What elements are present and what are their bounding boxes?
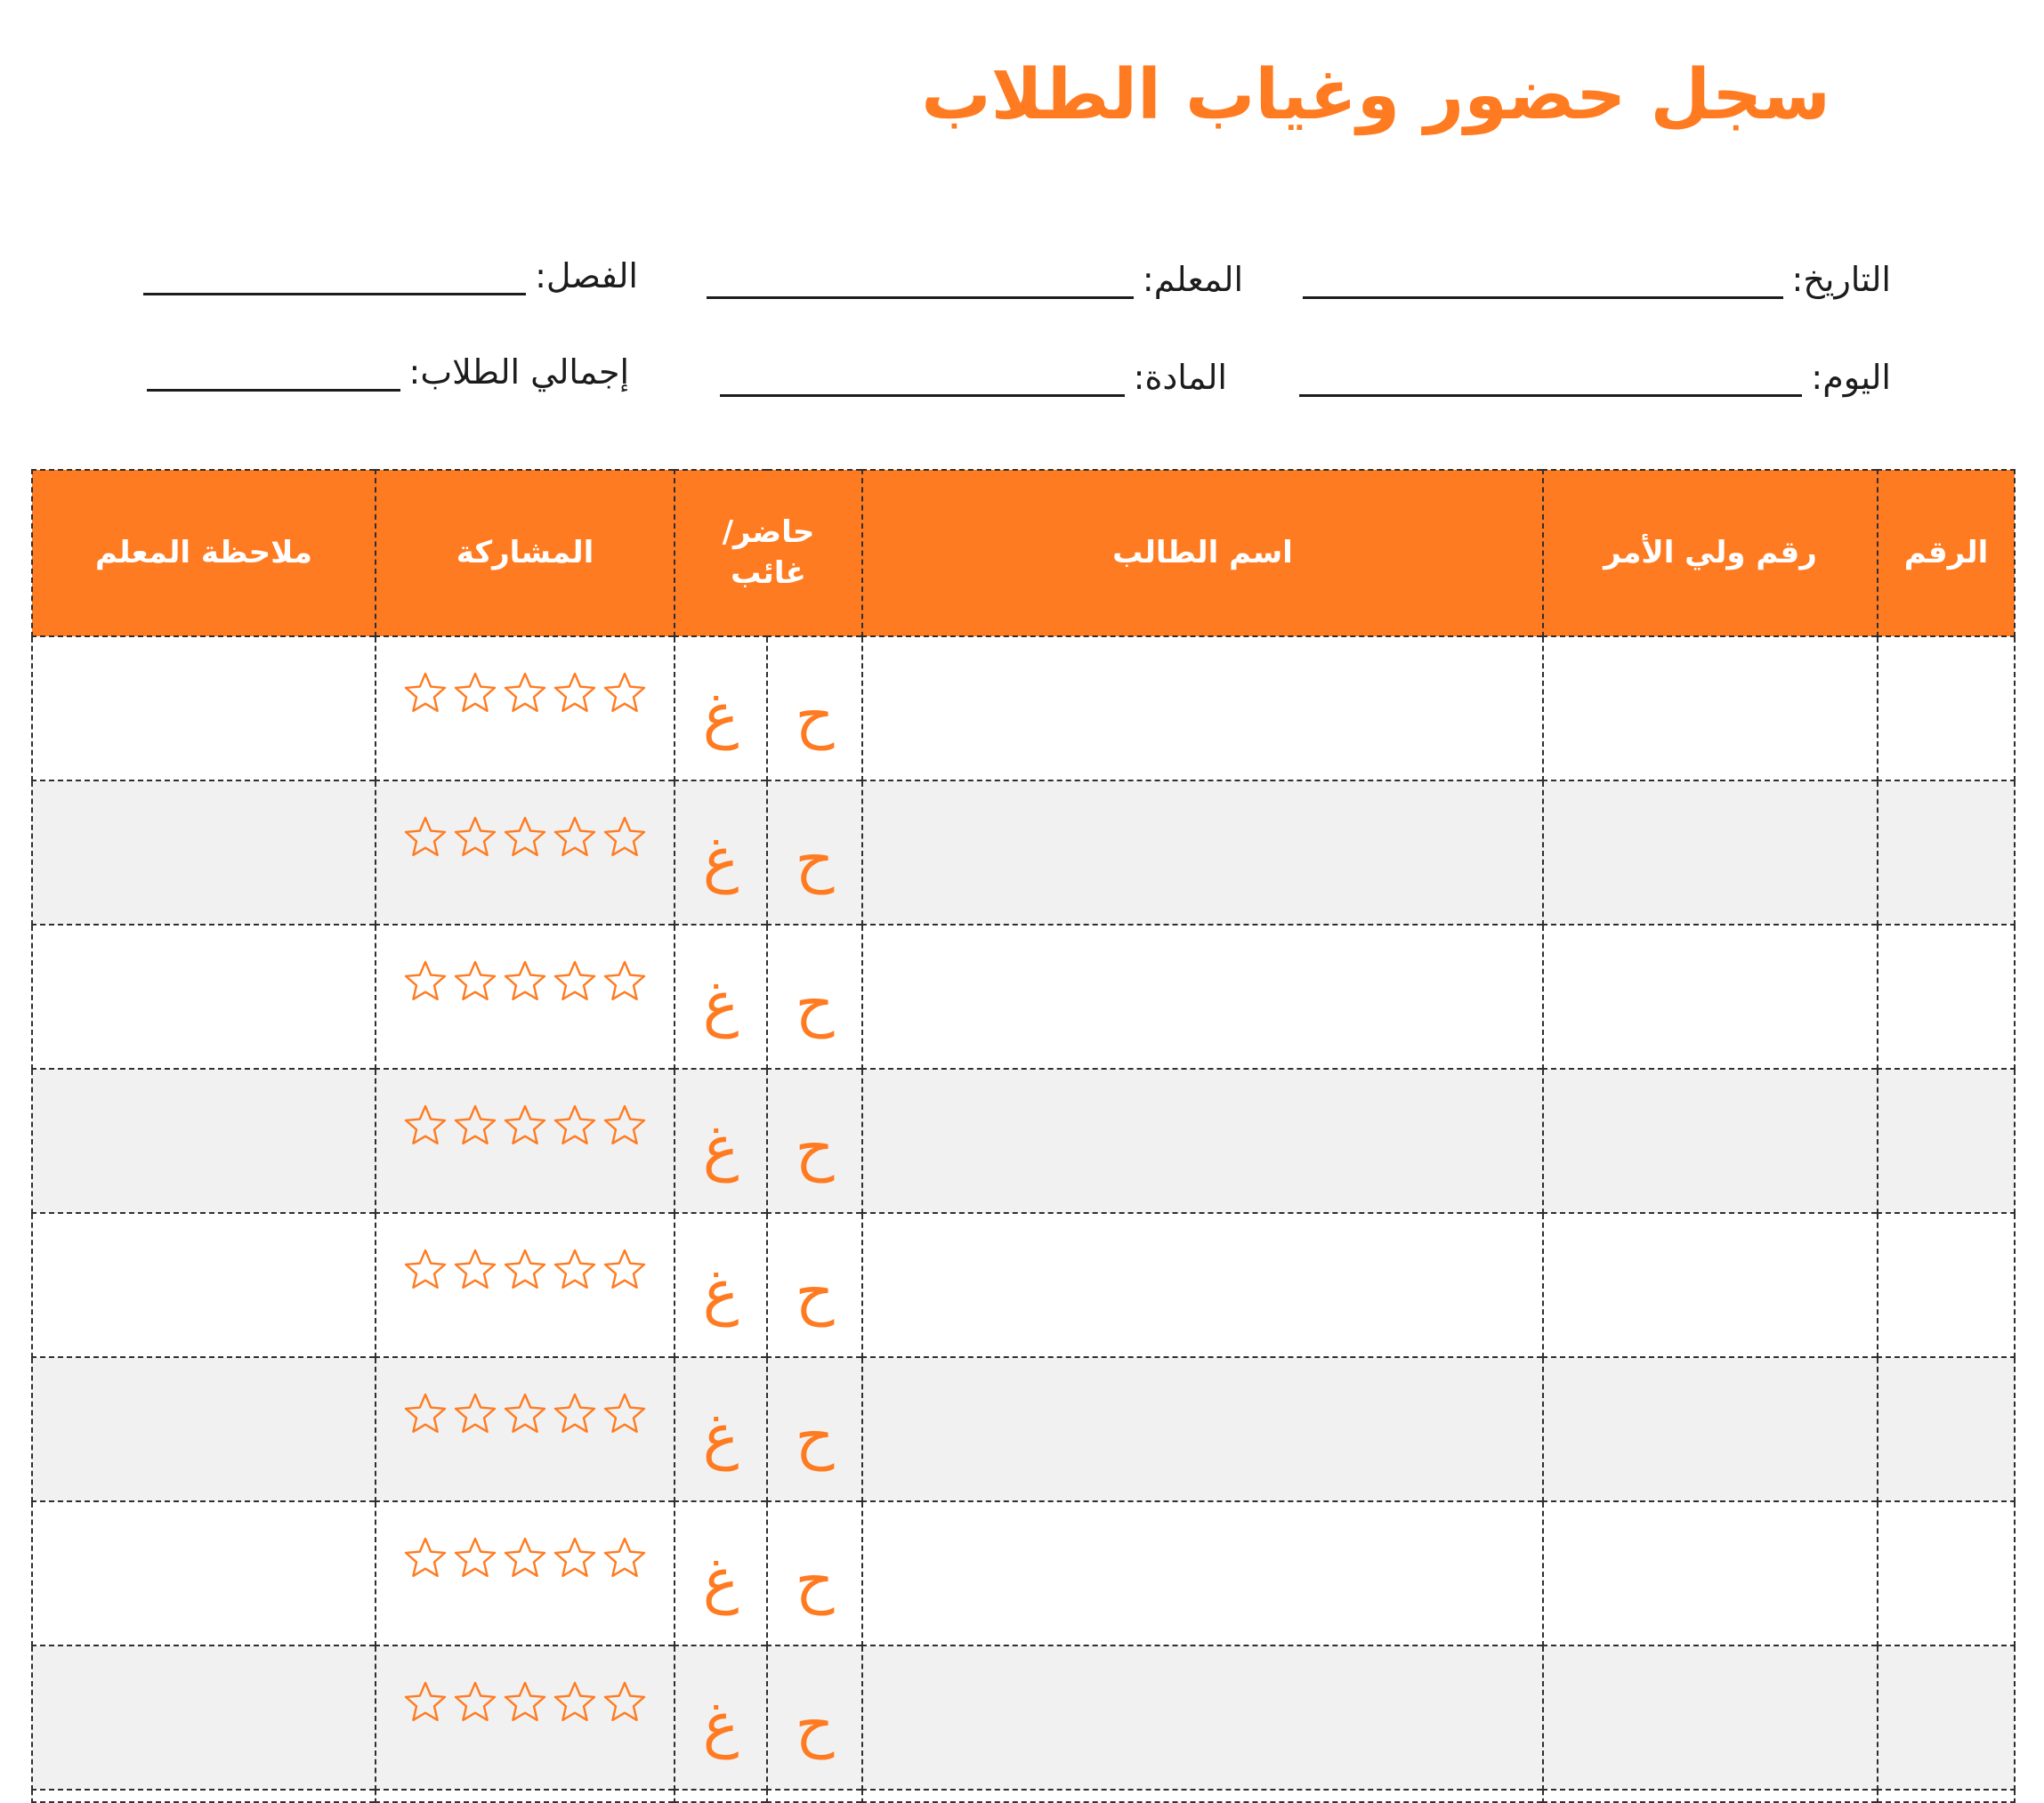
header-row <box>32 470 2015 636</box>
present-cell[interactable] <box>767 780 862 925</box>
present-mark[interactable]: ح <box>795 1546 835 1616</box>
star-icon[interactable] <box>602 958 648 1005</box>
table-row <box>32 780 2015 925</box>
day-line[interactable] <box>1299 365 1802 397</box>
star-icon[interactable] <box>452 958 498 1005</box>
table-row <box>32 1501 2015 1645</box>
header-number: الرقم <box>1878 470 2015 636</box>
star-icon[interactable] <box>502 1103 548 1149</box>
present-cell[interactable] <box>767 1069 862 1213</box>
absent-cell[interactable] <box>675 1501 767 1645</box>
star-icon[interactable] <box>452 1391 498 1437</box>
table-row <box>32 1645 2015 1790</box>
subject-field <box>720 358 1227 397</box>
present-cell[interactable] <box>767 1645 862 1790</box>
star-icon[interactable] <box>552 670 598 716</box>
absent-mark[interactable]: غ <box>702 1546 739 1616</box>
star-icon[interactable] <box>602 814 648 861</box>
present-mark[interactable]: ح <box>795 969 835 1039</box>
participation-cell <box>376 925 675 1069</box>
teacher-note-cell[interactable] <box>32 1645 376 1790</box>
teacher-note-cell[interactable] <box>32 925 376 1069</box>
star-rating <box>400 670 650 720</box>
table-row <box>32 1357 2015 1501</box>
participation-cell <box>376 1645 675 1790</box>
total-students-field <box>147 352 629 392</box>
teacher-note-cell[interactable] <box>32 636 376 780</box>
guardian-phone-cell[interactable] <box>1543 636 1878 780</box>
star-rating <box>400 1391 650 1441</box>
student-name-cell[interactable] <box>862 636 1543 780</box>
present-cell[interactable] <box>767 636 862 780</box>
empty-cell <box>767 1790 862 1802</box>
participation-cell <box>376 780 675 925</box>
table-row <box>32 1069 2015 1213</box>
star-icon[interactable] <box>502 814 548 861</box>
participation-cell <box>376 1501 675 1645</box>
star-icon[interactable] <box>552 1247 598 1293</box>
star-rating <box>400 1103 650 1152</box>
present-cell[interactable] <box>767 1357 862 1501</box>
absent-cell[interactable] <box>675 636 767 780</box>
star-icon[interactable] <box>452 1103 498 1149</box>
number-cell[interactable] <box>1878 1069 2015 1213</box>
star-rating <box>400 958 650 1008</box>
star-rating <box>400 814 650 864</box>
empty-cell <box>1878 1790 2015 1802</box>
star-rating <box>400 1535 650 1585</box>
absent-cell[interactable] <box>675 1645 767 1790</box>
table-row <box>32 636 2015 780</box>
subject-label: المادة: <box>1133 358 1227 397</box>
star-icon[interactable] <box>602 1247 648 1293</box>
teacher-line[interactable] <box>707 267 1134 299</box>
absent-mark[interactable]: غ <box>702 1113 739 1184</box>
page-title: سجل حضور وغياب الطلاب <box>921 55 1830 135</box>
absent-mark[interactable]: غ <box>702 969 739 1039</box>
number-cell[interactable] <box>1878 1213 2015 1357</box>
present-mark[interactable]: ح <box>795 1690 835 1760</box>
absent-cell[interactable] <box>675 1069 767 1213</box>
absent-mark[interactable]: غ <box>702 1690 739 1760</box>
star-icon[interactable] <box>602 1535 648 1581</box>
empty-cell <box>1543 1790 1878 1802</box>
student-name-cell[interactable] <box>862 1069 1543 1213</box>
present-mark[interactable]: ح <box>795 1113 835 1184</box>
star-icon[interactable] <box>402 1535 448 1581</box>
star-icon[interactable] <box>452 1247 498 1293</box>
star-icon[interactable] <box>402 1103 448 1149</box>
teacher-note-cell[interactable] <box>32 1357 376 1501</box>
student-name-cell[interactable] <box>862 1213 1543 1357</box>
subject-line[interactable] <box>720 365 1125 397</box>
star-icon[interactable] <box>552 1679 598 1726</box>
star-icon[interactable] <box>502 1247 548 1293</box>
class-field <box>143 256 638 295</box>
guardian-phone-cell[interactable] <box>1543 1069 1878 1213</box>
star-icon[interactable] <box>502 958 548 1005</box>
absent-cell[interactable] <box>675 1357 767 1501</box>
star-icon[interactable] <box>502 670 548 716</box>
student-name-cell[interactable] <box>862 1357 1543 1501</box>
star-icon[interactable] <box>552 814 598 861</box>
star-icon[interactable] <box>452 670 498 716</box>
star-icon[interactable] <box>402 1247 448 1293</box>
table-row <box>32 1213 2015 1357</box>
star-icon[interactable] <box>502 1535 548 1581</box>
date-label: التاريخ: <box>1791 260 1891 299</box>
absent-mark[interactable]: غ <box>702 825 739 895</box>
teacher-note-cell[interactable] <box>32 780 376 925</box>
present-cell[interactable] <box>767 1213 862 1357</box>
present-mark[interactable]: ح <box>795 681 835 751</box>
star-icon[interactable] <box>402 958 448 1005</box>
star-icon[interactable] <box>602 1391 648 1437</box>
star-rating <box>400 1247 650 1297</box>
star-icon[interactable] <box>552 1391 598 1437</box>
present-mark[interactable]: ح <box>795 1257 835 1328</box>
guardian-phone-cell[interactable] <box>1543 1645 1878 1790</box>
number-cell[interactable] <box>1878 1645 2015 1790</box>
participation-cell <box>376 1357 675 1501</box>
class-line[interactable] <box>143 263 526 295</box>
attendance-table <box>31 469 2016 1803</box>
number-cell[interactable] <box>1878 1501 2015 1645</box>
day-field <box>1299 358 1891 397</box>
empty-cell <box>675 1790 767 1802</box>
teacher-note-cell[interactable] <box>32 1501 376 1645</box>
star-rating <box>400 1679 650 1729</box>
star-icon[interactable] <box>402 814 448 861</box>
teacher-note-cell[interactable] <box>32 1213 376 1357</box>
star-icon[interactable] <box>402 1679 448 1726</box>
empty-cell <box>862 1790 1543 1802</box>
number-cell[interactable] <box>1878 780 2015 925</box>
guardian-phone-cell[interactable] <box>1543 1213 1878 1357</box>
header-student-name: اسم الطالب <box>862 470 1543 636</box>
empty-cell <box>376 1790 675 1802</box>
teacher-label: المعلم: <box>1142 260 1243 299</box>
absent-mark[interactable]: غ <box>702 681 739 751</box>
table-row <box>32 925 2015 1069</box>
number-cell[interactable] <box>1878 925 2015 1069</box>
number-cell[interactable] <box>1878 636 2015 780</box>
guardian-phone-cell[interactable] <box>1543 780 1878 925</box>
header-teacher-note: ملاحظة المعلم <box>32 470 376 636</box>
student-name-cell[interactable] <box>862 1645 1543 1790</box>
header-guardian-phone: رقم ولي الأمر <box>1543 470 1878 636</box>
date-field <box>1303 260 1891 299</box>
class-label: الفصل: <box>535 256 638 295</box>
star-icon[interactable] <box>502 1679 548 1726</box>
absent-mark[interactable]: غ <box>702 1257 739 1328</box>
header-participation: المشاركة <box>376 470 675 636</box>
star-icon[interactable] <box>552 1535 598 1581</box>
star-icon[interactable] <box>452 1535 498 1581</box>
participation-cell <box>376 1213 675 1357</box>
guardian-phone-cell[interactable] <box>1543 1501 1878 1645</box>
star-icon[interactable] <box>402 670 448 716</box>
star-icon[interactable] <box>452 814 498 861</box>
star-icon[interactable] <box>602 1679 648 1726</box>
student-name-cell[interactable] <box>862 780 1543 925</box>
absent-cell[interactable] <box>675 925 767 1069</box>
participation-cell <box>376 636 675 780</box>
total-students-line[interactable] <box>147 360 400 392</box>
star-icon[interactable] <box>452 1679 498 1726</box>
participation-cell <box>376 1069 675 1213</box>
teacher-field <box>707 260 1243 299</box>
number-cell[interactable] <box>1878 1357 2015 1501</box>
student-name-cell[interactable] <box>862 925 1543 1069</box>
date-line[interactable] <box>1303 267 1783 299</box>
guardian-phone-cell[interactable] <box>1543 1357 1878 1501</box>
teacher-note-cell[interactable] <box>32 1069 376 1213</box>
absent-cell[interactable] <box>675 780 767 925</box>
absent-mark[interactable]: غ <box>702 1402 739 1472</box>
present-cell[interactable] <box>767 925 862 1069</box>
star-icon[interactable] <box>602 670 648 716</box>
star-icon[interactable] <box>552 958 598 1005</box>
star-icon[interactable] <box>602 1103 648 1149</box>
header-present-absent: حاضر/ غائب <box>675 470 862 636</box>
total-students-label: إجمالي الطلاب: <box>408 352 629 392</box>
absent-cell[interactable] <box>675 1213 767 1357</box>
student-name-cell[interactable] <box>862 1501 1543 1645</box>
present-cell[interactable] <box>767 1501 862 1645</box>
day-label: اليوم: <box>1811 358 1891 397</box>
table-row-partial <box>32 1790 2015 1802</box>
star-icon[interactable] <box>402 1391 448 1437</box>
star-icon[interactable] <box>502 1391 548 1437</box>
present-mark[interactable]: ح <box>795 825 835 895</box>
present-mark[interactable]: ح <box>795 1402 835 1472</box>
star-icon[interactable] <box>552 1103 598 1149</box>
empty-cell <box>32 1790 376 1802</box>
guardian-phone-cell[interactable] <box>1543 925 1878 1069</box>
